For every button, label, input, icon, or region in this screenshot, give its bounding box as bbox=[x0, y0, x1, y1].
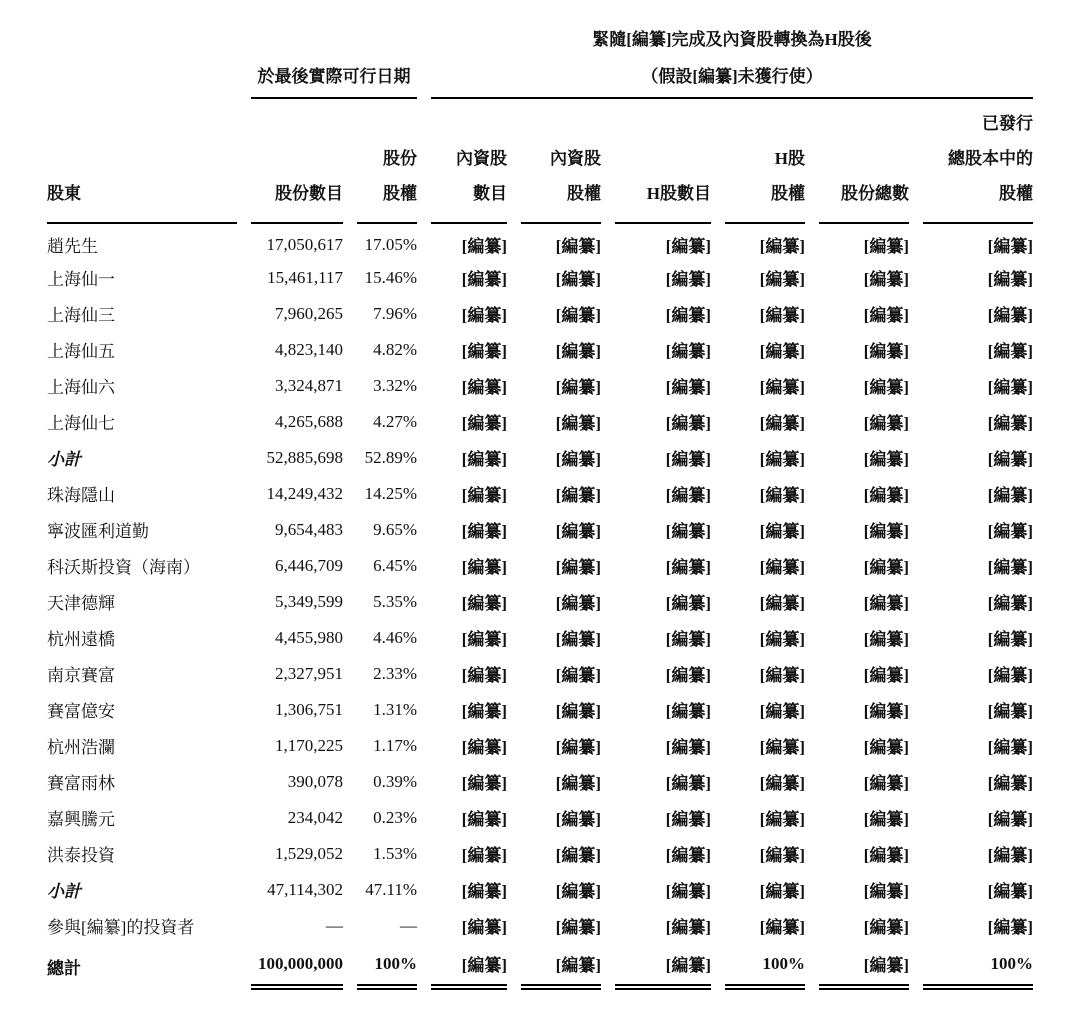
table-row bbox=[47, 296, 1033, 332]
value-cell: [編纂] bbox=[665, 414, 711, 434]
value-cell: 14,249,432 bbox=[266, 483, 343, 503]
shareholder-name: 小計 bbox=[47, 450, 81, 470]
value-cell: [編纂] bbox=[987, 810, 1033, 830]
value-cell: [編纂] bbox=[759, 378, 805, 398]
value-cell: [編纂] bbox=[665, 342, 711, 362]
table-body bbox=[47, 224, 1033, 990]
value-cell: [編纂] bbox=[665, 522, 711, 542]
value-cell: 100% bbox=[923, 944, 1033, 990]
column-header-label: 股東 bbox=[47, 183, 81, 203]
value-cell: [編纂] bbox=[665, 630, 711, 650]
table-row bbox=[47, 332, 1033, 368]
value-cell: [編纂] bbox=[759, 810, 805, 830]
value-cell: 2,327,951 bbox=[275, 663, 343, 683]
value-cell: [編纂] bbox=[863, 666, 909, 686]
value-cell: 5.35% bbox=[373, 591, 417, 611]
table-row bbox=[47, 908, 1033, 944]
column-header-label: 已發行 bbox=[982, 114, 1033, 134]
value-cell: [編纂] bbox=[987, 342, 1033, 362]
value-cell: [編纂] bbox=[863, 237, 909, 257]
value-cell: 1.31% bbox=[373, 699, 417, 719]
value-cell: 4,265,688 bbox=[275, 411, 343, 431]
value-cell: [編纂] bbox=[987, 414, 1033, 434]
value-cell: [編纂] bbox=[461, 306, 507, 326]
value-cell: [編纂] bbox=[461, 270, 507, 290]
value-cell: [編纂] bbox=[863, 450, 909, 470]
value-cell: [編纂] bbox=[759, 558, 805, 578]
shareholder-name: 洪泰投資 bbox=[47, 846, 115, 866]
value-cell: [編纂] bbox=[665, 306, 711, 326]
value-cell: [編纂] bbox=[863, 846, 909, 866]
subtotal-row bbox=[47, 440, 1033, 476]
table-row bbox=[47, 260, 1033, 296]
shareholder-name: 科沃斯投資（海南） bbox=[47, 558, 200, 578]
value-cell: [編纂] bbox=[987, 306, 1033, 326]
value-cell: 6.45% bbox=[373, 555, 417, 575]
value-cell: 5,349,599 bbox=[275, 591, 343, 611]
value-cell: [編纂] bbox=[555, 702, 601, 722]
value-cell: [編纂] bbox=[665, 486, 711, 506]
value-cell: [編纂] bbox=[615, 944, 711, 990]
value-cell: [編纂] bbox=[987, 486, 1033, 506]
value-cell: [編纂] bbox=[555, 558, 601, 578]
value-cell: [編纂] bbox=[759, 594, 805, 614]
value-cell: [編纂] bbox=[987, 918, 1033, 938]
value-cell: 3.32% bbox=[373, 375, 417, 395]
value-cell: [編纂] bbox=[759, 882, 805, 902]
column-header-label: H股數目 bbox=[646, 183, 711, 203]
value-cell: [編纂] bbox=[759, 522, 805, 542]
value-cell: 0.39% bbox=[373, 771, 417, 791]
value-cell: [編纂] bbox=[665, 846, 711, 866]
value-cell: 47,114,302 bbox=[267, 879, 343, 899]
value-cell: [編纂] bbox=[987, 270, 1033, 290]
value-cell: 4,455,980 bbox=[275, 627, 343, 647]
value-cell: [編纂] bbox=[759, 630, 805, 650]
value-cell: [編纂] bbox=[759, 270, 805, 290]
value-cell: [編纂] bbox=[461, 522, 507, 542]
value-cell: 100% bbox=[725, 944, 805, 990]
value-cell: [編纂] bbox=[461, 810, 507, 830]
column-header-label: 股權 bbox=[567, 183, 601, 203]
value-cell: [編纂] bbox=[431, 944, 507, 990]
value-cell: 7,960,265 bbox=[275, 303, 343, 323]
value-cell: — bbox=[400, 915, 417, 935]
value-cell: [編纂] bbox=[665, 774, 711, 794]
column-header-domestic-count bbox=[431, 99, 507, 224]
shareholder-name: 參與[編纂]的投資者 bbox=[47, 918, 195, 938]
value-cell: [編纂] bbox=[863, 738, 909, 758]
value-cell: [編纂] bbox=[987, 702, 1033, 722]
value-cell: [編纂] bbox=[759, 666, 805, 686]
table-row bbox=[47, 656, 1033, 692]
value-cell: [編纂] bbox=[987, 846, 1033, 866]
value-cell: [編纂] bbox=[987, 558, 1033, 578]
column-header-label: 股份數目 bbox=[275, 183, 343, 203]
column-header-label: 股權 bbox=[771, 183, 805, 203]
value-cell: 47.11% bbox=[365, 879, 417, 899]
value-cell: [編纂] bbox=[461, 594, 507, 614]
value-cell: [編纂] bbox=[555, 486, 601, 506]
value-cell: [編纂] bbox=[863, 378, 909, 398]
shareholder-name: 上海仙七 bbox=[47, 414, 115, 434]
shareholder-name: 賽富雨林 bbox=[47, 774, 115, 794]
shareholder-name: 南京賽富 bbox=[47, 666, 115, 686]
value-cell: [編纂] bbox=[759, 486, 805, 506]
value-cell: [編纂] bbox=[461, 486, 507, 506]
value-cell: 9.65% bbox=[373, 519, 417, 539]
table-row bbox=[47, 404, 1033, 440]
value-cell: [編纂] bbox=[759, 918, 805, 938]
value-cell: [編纂] bbox=[863, 414, 909, 434]
value-cell: [編纂] bbox=[665, 237, 711, 257]
value-cell: — bbox=[326, 915, 343, 935]
table-row bbox=[47, 728, 1033, 764]
value-cell: [編纂] bbox=[759, 306, 805, 326]
group-header-row bbox=[47, 22, 1033, 99]
column-header-domestic-equity bbox=[521, 99, 601, 224]
value-cell: [編纂] bbox=[555, 270, 601, 290]
column-header-hshare-equity bbox=[725, 99, 805, 224]
shareholding-table bbox=[33, 22, 1047, 990]
column-header-share-equity bbox=[357, 99, 417, 224]
value-cell: [編纂] bbox=[555, 630, 601, 650]
group-header-spacer bbox=[47, 22, 237, 99]
value-cell: 9,654,483 bbox=[275, 519, 343, 539]
column-header-label: 股權 bbox=[999, 183, 1033, 203]
table-row bbox=[47, 836, 1033, 872]
table-row bbox=[47, 764, 1033, 800]
value-cell: [編纂] bbox=[759, 846, 805, 866]
value-cell: [編纂] bbox=[863, 342, 909, 362]
shareholder-name: 小計 bbox=[47, 882, 81, 902]
group-header-post-completion bbox=[431, 22, 1033, 99]
value-cell: [編纂] bbox=[555, 342, 601, 362]
column-header-share-count bbox=[251, 99, 343, 224]
value-cell: [編纂] bbox=[863, 918, 909, 938]
shareholder-name: 上海仙一 bbox=[47, 270, 115, 290]
value-cell: [編纂] bbox=[863, 270, 909, 290]
value-cell: 1,529,052 bbox=[275, 843, 343, 863]
value-cell: 4,823,140 bbox=[275, 339, 343, 359]
value-cell: [編纂] bbox=[461, 414, 507, 434]
shareholder-name: 趙先生 bbox=[47, 237, 98, 257]
shareholder-name: 珠海隱山 bbox=[47, 486, 115, 506]
column-header-label: H股 bbox=[774, 148, 805, 168]
shareholder-name: 寧波匯利道勤 bbox=[47, 522, 149, 542]
value-cell: [編纂] bbox=[555, 237, 601, 257]
value-cell: [編纂] bbox=[555, 594, 601, 614]
value-cell: [編纂] bbox=[665, 558, 711, 578]
value-cell: [編纂] bbox=[863, 486, 909, 506]
value-cell: [編纂] bbox=[759, 738, 805, 758]
value-cell: [編纂] bbox=[555, 918, 601, 938]
value-cell: [編纂] bbox=[863, 702, 909, 722]
value-cell: [編纂] bbox=[461, 918, 507, 938]
column-header-label: 股份總數 bbox=[841, 183, 909, 203]
group-header-post-line2: （假設[編纂]未獲行使） bbox=[641, 66, 823, 86]
table-row bbox=[47, 692, 1033, 728]
value-cell: [編纂] bbox=[555, 378, 601, 398]
table-row bbox=[47, 584, 1033, 620]
value-cell: 3,324,871 bbox=[275, 375, 343, 395]
value-cell: [編纂] bbox=[987, 630, 1033, 650]
value-cell: [編纂] bbox=[461, 882, 507, 902]
value-cell: [編纂] bbox=[863, 882, 909, 902]
column-header-total-shares bbox=[819, 99, 909, 224]
value-cell: [編纂] bbox=[555, 846, 601, 866]
value-cell: [編纂] bbox=[461, 342, 507, 362]
value-cell: [編纂] bbox=[665, 450, 711, 470]
value-cell: 100,000,000 bbox=[251, 944, 343, 990]
value-cell: [編纂] bbox=[987, 666, 1033, 686]
value-cell: 1.17% bbox=[373, 735, 417, 755]
value-cell: [編纂] bbox=[987, 237, 1033, 257]
value-cell: 15,461,117 bbox=[267, 267, 343, 287]
value-cell: [編纂] bbox=[863, 558, 909, 578]
shareholder-name: 賽富億安 bbox=[47, 702, 115, 722]
value-cell: [編纂] bbox=[665, 702, 711, 722]
value-cell: [編纂] bbox=[555, 810, 601, 830]
value-cell: [編纂] bbox=[759, 450, 805, 470]
value-cell: [編纂] bbox=[987, 450, 1033, 470]
group-header-latest-date-label: 於最後實際可行日期 bbox=[257, 66, 411, 86]
value-cell: 1,306,751 bbox=[275, 699, 343, 719]
value-cell: 14.25% bbox=[364, 483, 417, 503]
value-cell: 52.89% bbox=[364, 447, 417, 467]
value-cell: [編纂] bbox=[863, 630, 909, 650]
value-cell: 234,042 bbox=[287, 807, 343, 827]
shareholder-name: 嘉興騰元 bbox=[47, 810, 115, 830]
value-cell: [編纂] bbox=[759, 414, 805, 434]
value-cell: [編纂] bbox=[461, 450, 507, 470]
column-header-label: 股份 bbox=[383, 148, 417, 168]
table-row bbox=[47, 800, 1033, 836]
value-cell: [編纂] bbox=[521, 944, 601, 990]
value-cell: [編纂] bbox=[863, 774, 909, 794]
total-row bbox=[47, 944, 1033, 990]
value-cell: [編纂] bbox=[987, 378, 1033, 398]
value-cell: [編纂] bbox=[987, 522, 1033, 542]
table-row bbox=[47, 512, 1033, 548]
group-header-latest-date bbox=[251, 22, 417, 99]
value-cell: 0.23% bbox=[373, 807, 417, 827]
value-cell: [編纂] bbox=[987, 594, 1033, 614]
table-row bbox=[47, 476, 1033, 512]
value-cell: [編纂] bbox=[665, 810, 711, 830]
group-header-post-line1: 緊隨[編纂]完成及內資股轉換為H股後 bbox=[592, 30, 872, 49]
value-cell: [編纂] bbox=[665, 738, 711, 758]
value-cell: [編纂] bbox=[555, 882, 601, 902]
value-cell: [編纂] bbox=[665, 594, 711, 614]
value-cell: [編纂] bbox=[461, 630, 507, 650]
value-cell: [編纂] bbox=[987, 774, 1033, 794]
subtotal-row bbox=[47, 872, 1033, 908]
table-row bbox=[47, 368, 1033, 404]
shareholder-name: 杭州浩瀾 bbox=[47, 738, 115, 758]
value-cell: [編纂] bbox=[863, 522, 909, 542]
value-cell: [編纂] bbox=[987, 738, 1033, 758]
value-cell: [編纂] bbox=[665, 882, 711, 902]
value-cell: 4.27% bbox=[373, 411, 417, 431]
column-header-label: 內資股 bbox=[456, 148, 507, 168]
shareholder-name: 杭州遠橋 bbox=[47, 630, 115, 650]
value-cell: [編纂] bbox=[461, 237, 507, 257]
value-cell: 2.33% bbox=[373, 663, 417, 683]
shareholder-name: 天津德輝 bbox=[47, 594, 115, 614]
column-header-issued-equity bbox=[923, 99, 1033, 224]
value-cell: [編纂] bbox=[863, 594, 909, 614]
column-header-label: 股權 bbox=[383, 183, 417, 203]
value-cell: [編纂] bbox=[555, 450, 601, 470]
value-cell: [編纂] bbox=[665, 918, 711, 938]
value-cell: [編纂] bbox=[863, 810, 909, 830]
shareholder-name: 總計 bbox=[47, 959, 81, 979]
value-cell: [編纂] bbox=[759, 774, 805, 794]
value-cell: 17.05% bbox=[364, 234, 417, 254]
shareholder-name: 上海仙五 bbox=[47, 342, 115, 362]
value-cell: 17,050,617 bbox=[266, 234, 343, 254]
value-cell: 100% bbox=[357, 944, 417, 990]
value-cell: 4.46% bbox=[373, 627, 417, 647]
value-cell: [編纂] bbox=[461, 378, 507, 398]
value-cell: [編纂] bbox=[555, 306, 601, 326]
value-cell: [編纂] bbox=[665, 270, 711, 290]
table-row bbox=[47, 224, 1033, 260]
column-header-shareholder bbox=[47, 99, 237, 224]
value-cell: [編纂] bbox=[555, 522, 601, 542]
value-cell: [編纂] bbox=[461, 846, 507, 866]
column-header-label: 內資股 bbox=[550, 148, 601, 168]
value-cell: [編纂] bbox=[555, 738, 601, 758]
table-row bbox=[47, 548, 1033, 584]
column-header-label: 總股本中的 bbox=[948, 148, 1033, 168]
value-cell: [編纂] bbox=[665, 378, 711, 398]
column-header-row bbox=[47, 99, 1033, 224]
table-row bbox=[47, 620, 1033, 656]
value-cell: [編纂] bbox=[665, 666, 711, 686]
value-cell: 1.53% bbox=[373, 843, 417, 863]
value-cell: [編纂] bbox=[555, 414, 601, 434]
value-cell: 1,170,225 bbox=[275, 735, 343, 755]
value-cell: [編纂] bbox=[759, 237, 805, 257]
value-cell: [編纂] bbox=[555, 774, 601, 794]
value-cell: 7.96% bbox=[373, 303, 417, 323]
column-header-label: 數目 bbox=[473, 183, 507, 203]
value-cell: 390,078 bbox=[287, 771, 343, 791]
value-cell: [編纂] bbox=[461, 558, 507, 578]
value-cell: [編纂] bbox=[461, 702, 507, 722]
value-cell: [編纂] bbox=[987, 882, 1033, 902]
value-cell: 6,446,709 bbox=[275, 555, 343, 575]
value-cell: [編纂] bbox=[461, 738, 507, 758]
value-cell: 52,885,698 bbox=[266, 447, 343, 467]
value-cell: [編纂] bbox=[555, 666, 601, 686]
value-cell: [編纂] bbox=[819, 944, 909, 990]
shareholder-name: 上海仙六 bbox=[47, 378, 115, 398]
shareholder-name: 上海仙三 bbox=[47, 306, 115, 326]
value-cell: [編纂] bbox=[863, 306, 909, 326]
value-cell: 15.46% bbox=[364, 267, 417, 287]
value-cell: [編纂] bbox=[461, 774, 507, 794]
column-header-hshare-count bbox=[615, 99, 711, 224]
value-cell: [編纂] bbox=[759, 342, 805, 362]
value-cell: 4.82% bbox=[373, 339, 417, 359]
value-cell: [編纂] bbox=[461, 666, 507, 686]
value-cell: [編纂] bbox=[759, 702, 805, 722]
